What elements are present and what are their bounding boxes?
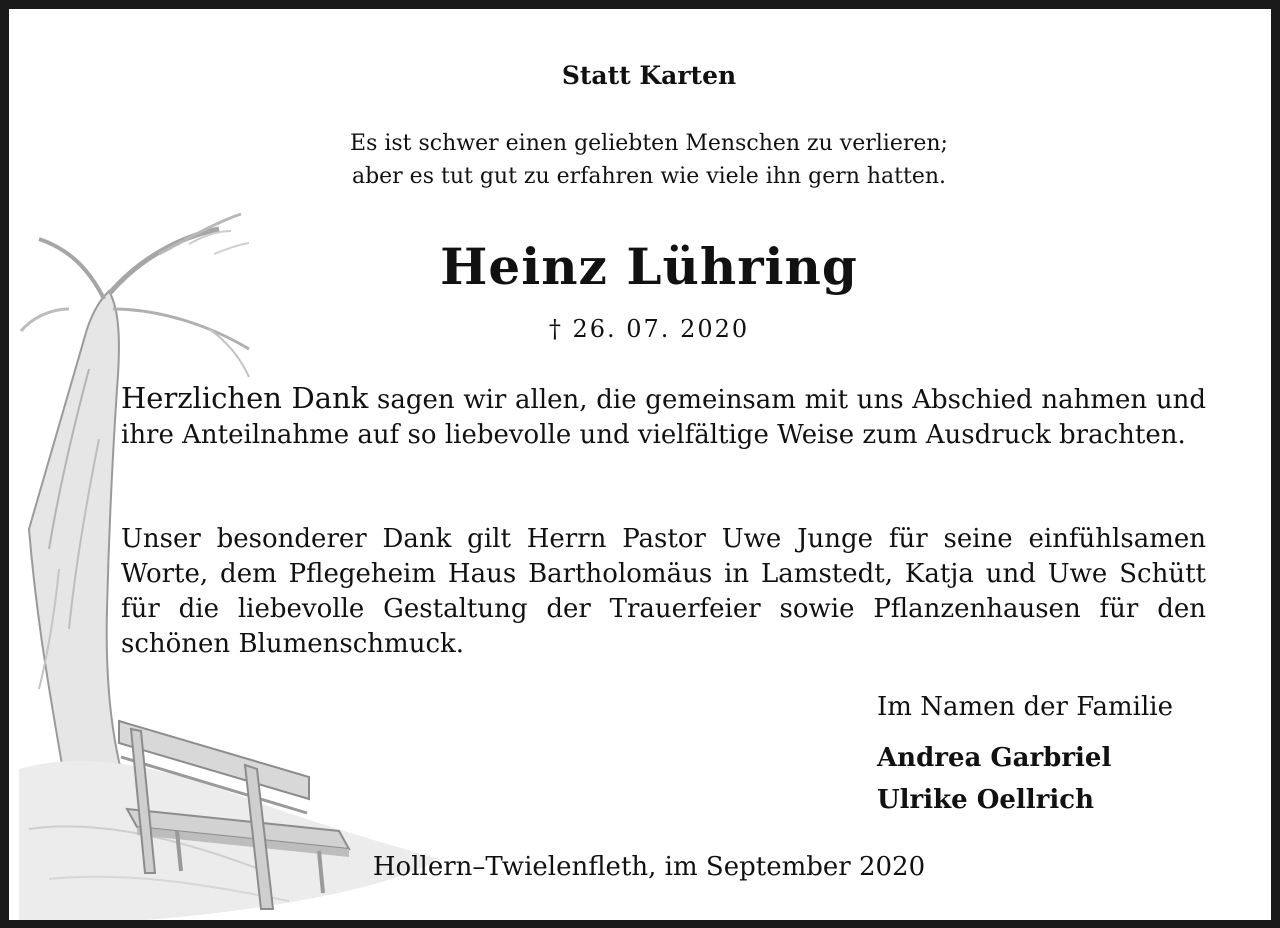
- thanks-text: sagen wir allen, die gemeinsam mit uns Abschied nahmen und ihre Anteilnahme auf so liebevolle und vielfältige Weise zum Ausdruck brachten.: [121, 385, 1206, 450]
- special-thanks-paragraph: Unser besonderer Dank gilt Herrn Pastor Uwe Junge für seine einfühlsamen Worte, dem Pflegeheim Haus Bartholomäus in Lamstedt, Katja und Uwe Schütt für die liebevolle Gestaltung der Trauerfeier sowie Pflanzenhausen für den schönen Blumenschmuck.: [121, 524, 1206, 659]
- deceased-name: Heinz Lühring: [440, 237, 858, 296]
- signatory-name: Ulrike Oellrich: [877, 785, 1094, 815]
- motto-line: Es ist schwer einen geliebten Menschen zu verlieren;: [350, 131, 948, 156]
- heading: Statt Karten: [561, 61, 737, 90]
- place-and-date: Hollern–Twielenfleth, im September 2020: [372, 852, 926, 882]
- signature-intro: Im Namen der Familie: [877, 692, 1173, 722]
- thanks-paragraph: [121, 381, 1206, 453]
- signatory-name: Andrea Garbriel: [877, 743, 1112, 773]
- thanks-lead: Herzlichen Dank: [121, 381, 369, 415]
- death-date: † 26. 07. 2020: [548, 315, 750, 343]
- motto: [9, 127, 1280, 193]
- motto-line: aber es tut gut zu erfahren wie viele ihn gern hatten.: [351, 164, 947, 189]
